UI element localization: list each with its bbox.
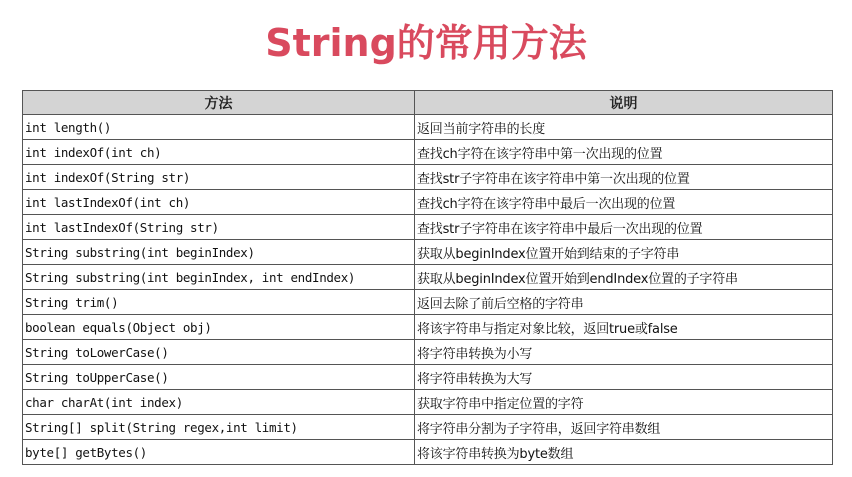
table-row [23,240,833,265]
method-signature: boolean equals(Object obj) [23,315,415,340]
header-description: 说明 [415,91,833,115]
table-row [23,390,833,415]
method-description: 查找str子字符串在该字符串中第一次出现的位置 [415,165,833,190]
method-signature: String trim() [23,290,415,315]
method-description: 返回去除了前后空格的字符串 [415,290,833,315]
method-signature: char charAt(int index) [23,390,415,415]
string-methods-table [22,90,833,465]
method-description: 将该字符串转换为byte数组 [415,440,833,465]
method-description: 返回当前字符串的长度 [415,115,833,140]
table-header-row [23,91,833,115]
method-signature: int lastIndexOf(int ch) [23,190,415,215]
table-row [23,165,833,190]
method-signature: String substring(int beginIndex) [23,240,415,265]
method-description: 获取从beginIndex位置开始到结束的子字符串 [415,240,833,265]
method-signature: int lastIndexOf(String str) [23,215,415,240]
method-signature: int length() [23,115,415,140]
table-row [23,415,833,440]
table-row [23,440,833,465]
method-signature: int indexOf(String str) [23,165,415,190]
table-row [23,265,833,290]
method-description: 获取从beginIndex位置开始到endIndex位置的子字符串 [415,265,833,290]
method-description: 将该字符串与指定对象比较，返回true或false [415,315,833,340]
method-description: 将字符串转换为大写 [415,365,833,390]
method-description: 将字符串转换为小写 [415,340,833,365]
method-description: 查找ch字符在该字符串中第一次出现的位置 [415,140,833,165]
page-title: String的常用方法 [265,21,587,65]
table-row [23,290,833,315]
method-signature: byte[] getBytes() [23,440,415,465]
method-signature: String[] split(String regex,int limit) [23,415,415,440]
table-body [23,115,833,465]
table-row [23,215,833,240]
header-method: 方法 [23,91,415,115]
method-description: 查找str子字符串在该字符串中最后一次出现的位置 [415,215,833,240]
method-description: 将字符串分割为子字符串，返回字符串数组 [415,415,833,440]
method-description: 查找ch字符在该字符串中最后一次出现的位置 [415,190,833,215]
table-row [23,140,833,165]
method-signature: String toUpperCase() [23,365,415,390]
table-row [23,315,833,340]
method-signature: int indexOf(int ch) [23,140,415,165]
method-signature: String substring(int beginIndex, int endIndex) [23,265,415,290]
table-row [23,190,833,215]
table-row [23,115,833,140]
table-row [23,365,833,390]
method-description: 获取字符串中指定位置的字符 [415,390,833,415]
method-signature: String toLowerCase() [23,340,415,365]
table-row [23,340,833,365]
